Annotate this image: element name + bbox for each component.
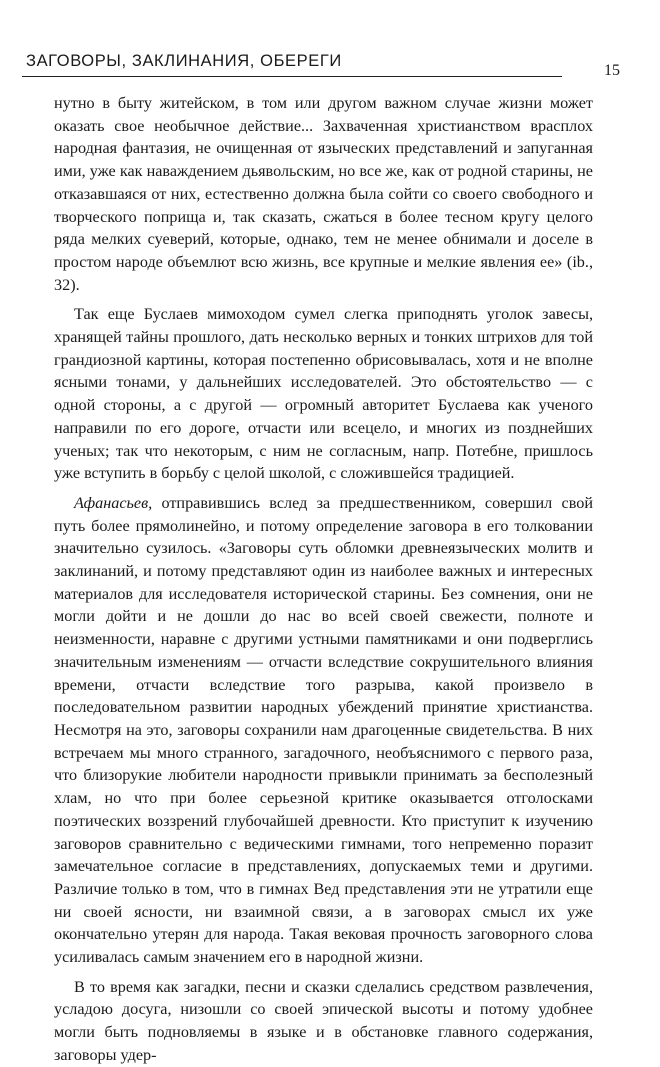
paragraph-buslaev [54, 303, 593, 485]
page-number: 15 [604, 62, 620, 79]
body-text [54, 92, 593, 1067]
paragraph-text: отправившись вслед за предшественником, совершил свой путь более прямолинейно, и потому определение заговора в его толковании значительно сузилось. «Заговоры суть обломки древнеязыческих молитв и заклинаний, и потому представляют один из наиболее важных и интересных материалов для исследователя исторической старины. Без сомнения, они не могли дойти и не дошли до нас во всей своей свежести, полноте и неизменности, наравне с другими устными памятниками и они подверглись значительным изменениям — отчасти вследствие сокрушительного влияния времени, отчасти вследствие того разрыва, какой произвело в последовательном развитии народных убеждений принятие христианства. Несмотря на это, заговоры сохранили нам драгоценные свидетельства. В них встречаем мы много странного, загадочного, необъяснимого с первого раза, что близорукие любители народности привыкли принимать за бесполезный хлам, но что при более серьезной критике оказывается отголосками поэтических воззрений глубочайшей древности. Кто приступит к изучению заговоров сравнительно с ведическими гимнами, того непременно поразит замечательное согласие в представлениях, допускаемых теми и другими. Различие только в том, что в гимнах Вед представления эти не утратили еще ни своей ясности, ни взаимной связи, а в заговорах смысл их уже окончательно утерян для народа. Такая вековая прочность заговорного слова усиливалась самым значением его в народной жизни. [54, 493, 593, 967]
paragraph-continuation [54, 92, 593, 296]
page-header [22, 44, 638, 80]
paragraph-afanasiev [54, 492, 593, 969]
running-title: ЗАГОВОРЫ, ЗАКЛИНАНИЯ, ОБЕРЕГИ [26, 52, 342, 70]
paragraph-text: В то время как загадки, песни и сказки сделались средством развлечения, усладою досуга, низошли со своей эпической высоты и потому удобнее могли быть подновляемы в языке и в обстановке главного содержания, заговоры удер- [54, 977, 593, 1064]
paragraph-lead-name: Афанасьев, [74, 493, 153, 512]
header-rule [22, 76, 562, 77]
paragraph-riddles [54, 976, 593, 1067]
paragraph-text: Так еще Буслаев мимоходом сумел слегка приподнять уголок завесы, хранящей тайны прошлого, дать несколько верных и тонких штрихов для той грандиозной картины, которая постепенно обрисовывалась, хотя и не вполне ясными тонами, у дальнейших исследователей. Это обстоятельство — с одной стороны, а с другой — огромный авторитет Буслаева как ученого направили по его дороге, отчасти или всецело, и многих из позднейших ученых; так что некоторым, с ним не согласным, напр. Потебне, пришлось уже вступить в борьбу с целой школой, с сложившейся традицией. [54, 305, 593, 483]
paragraph-text: нутно в быту житейском, в том или другом важном случае жизни может оказать свое необычное действие... Захваченная христианством врасплох народная фантазия, не очищенная от языческих представлений и запуганная ими, уже как наваждением дьявольским, но все же, как от родной старины, не отказавшаяся от них, естественно должна была сойти со своего свободного и творческого поприща и, так сказать, сжаться в более тесном кругу целого ряда мелких суеверий, которые, однако, тем не менее обнимали и доселе в простом народе объемлют всю жизнь, все крупные и мелкие явления ее» (ib., 32). [54, 94, 593, 294]
